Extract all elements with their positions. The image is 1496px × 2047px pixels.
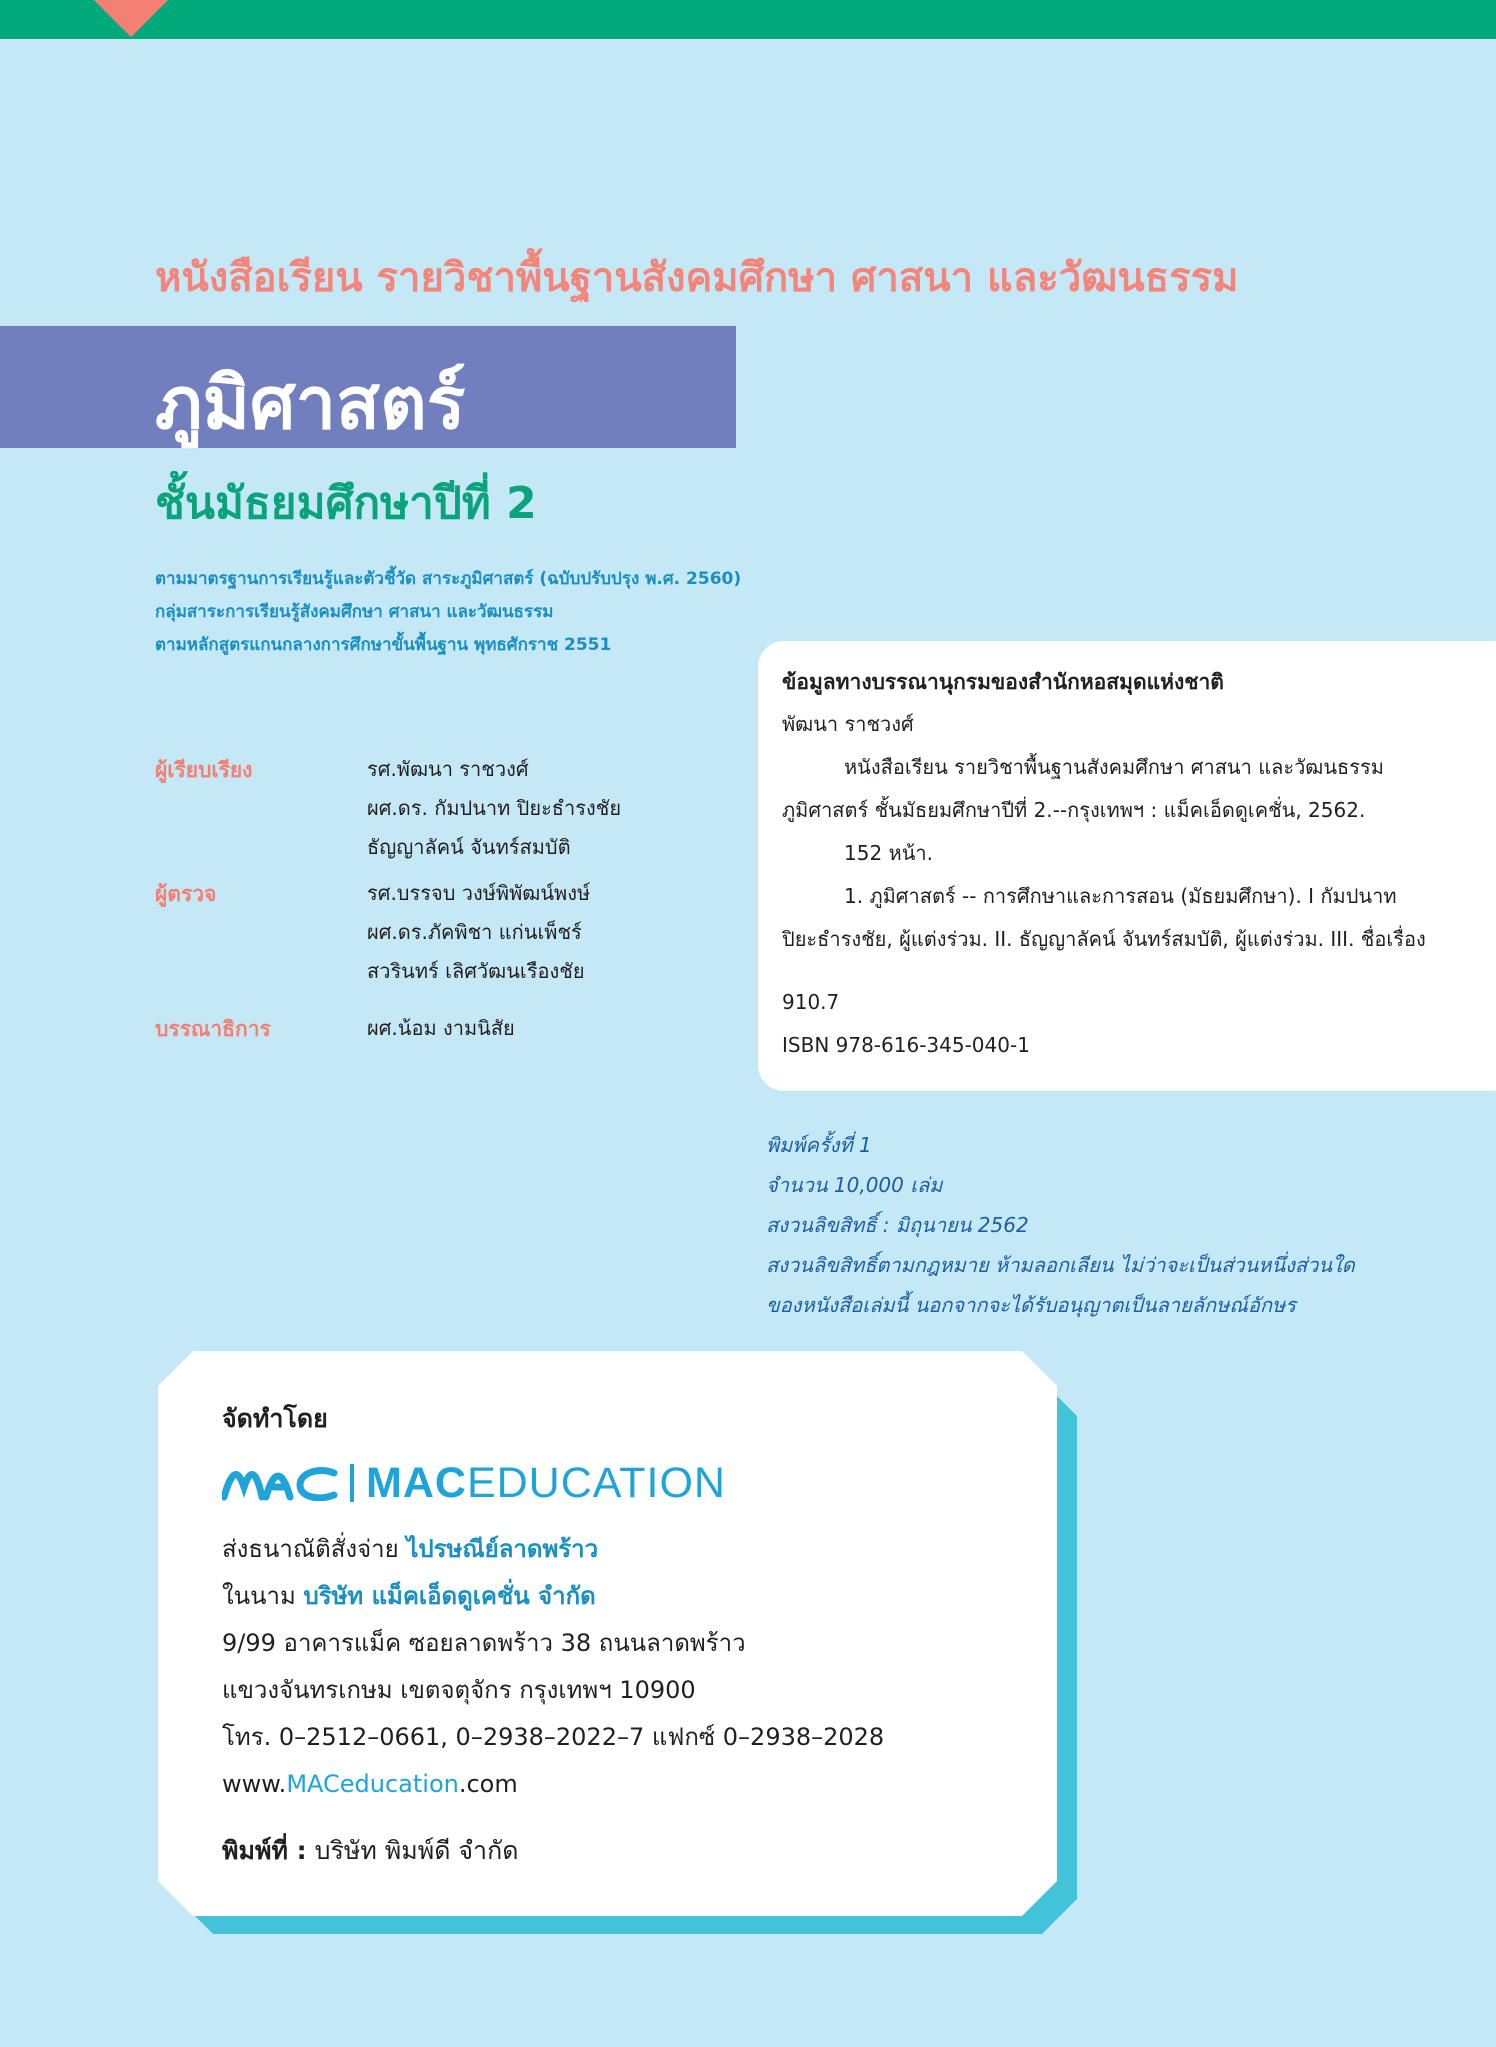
cip-heading: ข้อมูลทางบรรณานุกรมของสำนักหอสมุดแห่งชาติ (782, 670, 1224, 694)
credit-editor (155, 1009, 755, 1049)
credit-names (367, 1009, 515, 1048)
money-order-line: ส่งธนาณัติสั่งจ่าย ไปรษณีย์ลาดพร้าว (222, 1535, 599, 1563)
website-link[interactable]: www.MACeducation.com (222, 1770, 518, 1798)
address-line: 9/99 อาคารแม็ค ซอยลาดพร้าว 38 ถนนลาดพร้าว (222, 1629, 746, 1657)
print-info-line: สงวนลิขสิทธิ์ : มิถุนายน 2562 (766, 1213, 1029, 1237)
print-info-line: สงวนลิขสิทธิ์ตามกฎหมาย ห้ามลอกเลียน ไม่ว่าจะเป็นส่วนหนึ่งส่วนใด (766, 1253, 1355, 1277)
phone-line: โทร. 0–2512–0661, 0–2938–2022–7 แฟกซ์ 0–2938–2028 (222, 1723, 885, 1751)
credit-name: ผศ.ดร.ภัคพิชา แก่นเพ็ชร์ (367, 920, 582, 944)
credit-role: ผู้ตรวจ (155, 882, 217, 906)
address-line: แขวงจันทรเกษม เขตจตุจักร กรุงเทพฯ 10900 (222, 1676, 696, 1704)
cip-description: หนังสือเรียน รายวิชาพื้นฐานสังคมศึกษา ศาสนา และวัฒนธรรม (844, 755, 1384, 779)
credit-role: ผู้เรียบเรียง (155, 758, 253, 782)
logo-wordmark: MACEDUCATION (366, 1458, 726, 1507)
curriculum-standards (155, 563, 741, 662)
standard-line: ตามมาตรฐานการเรียนรู้และตัวชี้วัด สาระภูมิศาสตร์ (ฉบับปรับปรุง พ.ศ. 2560) (155, 569, 742, 589)
payee-line: ในนาม บริษัท แม็คเอ็ดดูเคชั่น จำกัด (222, 1582, 596, 1610)
top-bar (0, 0, 1496, 39)
grade-title: ชั้นมัธยมศึกษาปีที่ 2 (155, 478, 537, 529)
credit-compilers (155, 750, 755, 874)
print-info-line: พิมพ์ครั้งที่ 1 (766, 1133, 872, 1157)
credit-name: ธัญญาลัคน์ จันทร์สมบัติ (367, 835, 571, 859)
credits-section (155, 750, 755, 1049)
print-info-line: จำนวน 10,000 เล่ม (766, 1173, 943, 1197)
cip-class-number: 910.7 (782, 990, 840, 1014)
credit-reviewers (155, 874, 755, 1009)
credit-name: รศ.พัฒนา ราชวงศ์ (367, 757, 529, 781)
cip-pages: 152 หน้า. (844, 841, 933, 865)
producer-label: จัดทำโดย (222, 1404, 328, 1433)
cataloging-in-publication-card (758, 641, 1496, 1091)
mac-logo-mark-icon (222, 1465, 340, 1501)
cip-subjects: ปิยะธำรงชัย, ผู้แต่งร่วม. II. ธัญญาลัคน์ จันทร์สมบัติ, ผู้แต่งร่วม. III. ชื่อเรื่อง (782, 927, 1426, 951)
print-info (766, 1125, 1355, 1325)
cip-subjects: 1. ภูมิศาสตร์ -- การศึกษาและการสอน (มัธยมศึกษา). I กัมปนาท (844, 884, 1397, 908)
credit-role: บรรณาธิการ (155, 1017, 271, 1041)
print-info-line: ของหนังสือเล่มนี้ นอกจากจะได้รับอนุญาตเป็นลายลักษณ์อักษร (766, 1293, 1296, 1317)
printer-line: พิมพ์ที่ : บริษัท พิมพ์ดี จำกัด (222, 1836, 519, 1865)
cip-author: พัฒนา ราชวงศ์ (782, 712, 914, 736)
logo-divider (350, 1464, 354, 1502)
cip-isbn: ISBN 978-616-345-040-1 (782, 1033, 1030, 1057)
credit-name: รศ.บรรจบ วงษ์พิพัฒน์พงษ์ (367, 881, 591, 905)
series-title: หนังสือเรียน รายวิชาพื้นฐานสังคมศึกษา ศาสนา และวัฒนธรรม (155, 255, 1239, 301)
credit-names (367, 750, 621, 867)
credit-name: ผศ.น้อม งามนิสัย (367, 1016, 515, 1040)
cip-description: ภูมิศาสตร์ ชั้นมัธยมศึกษาปีที่ 2.--กรุงเทพฯ : แม็คเอ็ดดูเคชั่น, 2562. (782, 798, 1366, 822)
subject-title: ภูมิศาสตร์ (155, 361, 466, 445)
producer-info (222, 1398, 884, 1872)
mac-education-logo (222, 1452, 884, 1514)
standard-line: กลุ่มสาระการเรียนรู้สังคมศึกษา ศาสนา และวัฒนธรรม (155, 602, 554, 622)
credit-names (367, 874, 590, 991)
standard-line: ตามหลักสูตรแกนกลางการศึกษาขั้นพื้นฐาน พุทธศักราช 2551 (155, 635, 612, 655)
credit-name: ผศ.ดร. กัมปนาท ปิยะธำรงชัย (367, 796, 622, 820)
credit-name: สวรินทร์ เลิศวัฒนเรืองชัย (367, 959, 585, 983)
